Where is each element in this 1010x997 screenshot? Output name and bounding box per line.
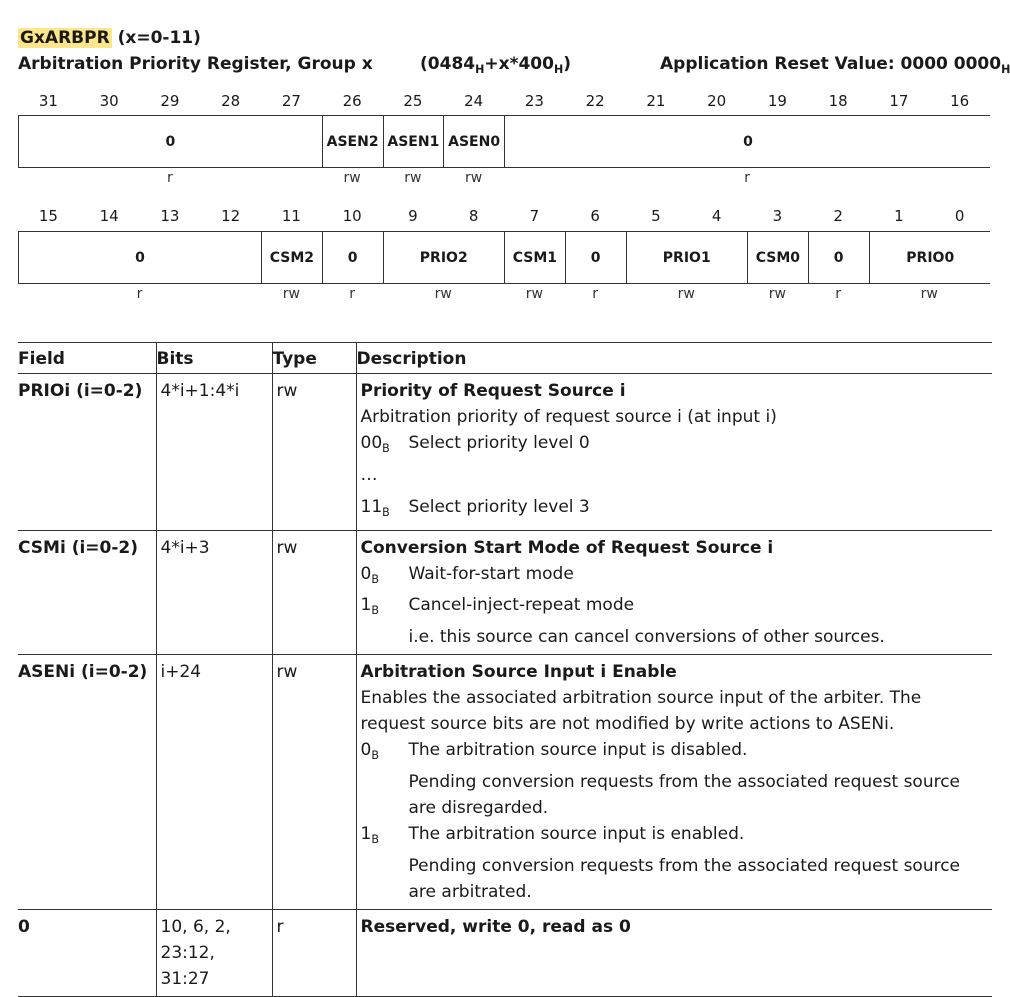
enum-key bbox=[361, 737, 409, 769]
register-name: GxARBPR bbox=[20, 28, 110, 48]
field-type: rw bbox=[272, 655, 356, 910]
bit-number: 21 bbox=[646, 92, 666, 110]
description-title: Priority of Request Source i bbox=[360, 381, 626, 401]
enum-value bbox=[361, 494, 989, 526]
bit-number: 9 bbox=[408, 207, 418, 225]
bit-number: 18 bbox=[828, 92, 848, 110]
field-description bbox=[356, 374, 992, 531]
register-field-asen2: ASEN2 bbox=[323, 116, 384, 167]
access-type: rw bbox=[404, 170, 422, 186]
register-description: Arbitration Priority Register, Group x bbox=[18, 54, 373, 74]
header-type: Type bbox=[272, 343, 356, 374]
enum-key-text: 1 bbox=[360, 824, 372, 845]
enum-value bbox=[361, 879, 989, 905]
enum-key-sub: B bbox=[371, 749, 379, 763]
header-description: Description bbox=[356, 343, 992, 374]
bit-number: 6 bbox=[590, 207, 600, 225]
enum-key-text: 1 bbox=[360, 595, 372, 616]
bit-number: 27 bbox=[281, 92, 301, 110]
access-type: r bbox=[835, 286, 841, 302]
bit-number: 19 bbox=[767, 92, 787, 110]
enum-text: are arbitrated. bbox=[408, 882, 532, 903]
enum-key-sub: B bbox=[371, 572, 379, 586]
description-title: Conversion Start Mode of Request Source i bbox=[360, 537, 774, 558]
field-bits bbox=[156, 530, 272, 655]
header-field: Field bbox=[18, 343, 156, 374]
enum-key bbox=[361, 821, 409, 853]
bit-number: 15 bbox=[38, 207, 58, 225]
register-offset: $(0484_H+x*400_H)$ bbox=[420, 54, 571, 76]
enum-text: Select priority level 0 bbox=[408, 433, 590, 453]
bit-number: 0 bbox=[954, 207, 965, 225]
enum-text: The arbitration source input is disabled. bbox=[408, 740, 748, 761]
enum-value bbox=[361, 737, 989, 769]
field-type: rw bbox=[272, 374, 356, 531]
enum-value bbox=[361, 430, 989, 462]
bit-number: 1 bbox=[894, 207, 904, 225]
enum-key-text: 11 bbox=[360, 496, 383, 517]
register-field-0: 0 bbox=[19, 232, 262, 283]
enum-text: Pending conversion requests from the associated request source bbox=[408, 856, 961, 877]
field-bits bbox=[156, 655, 272, 910]
enum-key bbox=[361, 624, 409, 650]
offset-sub-2: H bbox=[553, 62, 564, 76]
register-field-0: 0 bbox=[19, 116, 323, 167]
bit-number: 4 bbox=[711, 207, 722, 225]
enum-value bbox=[361, 769, 989, 795]
table-row bbox=[18, 655, 992, 910]
register-field-prio2: PRIO2 bbox=[384, 232, 506, 283]
bit-number: 8 bbox=[468, 207, 479, 225]
bit-number: 3 bbox=[772, 207, 783, 225]
bit-number: 26 bbox=[342, 92, 362, 110]
field-name: ASENi (i=0-2) bbox=[18, 655, 156, 910]
register-field-csm2: CSM2 bbox=[262, 232, 323, 283]
reset-label: Application Reset Value: 0000 0000 bbox=[660, 54, 1002, 74]
table-row bbox=[18, 530, 992, 655]
register-lower-half bbox=[18, 231, 990, 284]
register-field-0: 0 bbox=[323, 232, 384, 283]
enum-value bbox=[361, 462, 989, 494]
enum-key-sub: B bbox=[382, 505, 390, 519]
enum-key-sub: B bbox=[371, 833, 379, 847]
enum-key-text: 0 bbox=[360, 740, 372, 761]
field-description bbox=[356, 910, 992, 997]
bit-number: 20 bbox=[707, 92, 727, 110]
access-type: rw bbox=[282, 286, 300, 302]
field-name: CSMi (i=0-2) bbox=[18, 530, 156, 655]
enum-key bbox=[361, 853, 409, 879]
access-type: rw bbox=[343, 170, 361, 186]
enum-value bbox=[361, 795, 989, 821]
bits-line: 31:27 bbox=[160, 969, 210, 990]
reset-value bbox=[660, 54, 1010, 76]
bits-value: 4*i+3 bbox=[160, 537, 210, 558]
enum-text: Select priority level 3 bbox=[408, 496, 590, 517]
bits-line: 10, 6, 2, bbox=[160, 917, 231, 938]
header-bits: Bits bbox=[156, 343, 272, 374]
register-field-0: 0 bbox=[505, 116, 991, 167]
enum-text: Pending conversion requests from the associated request source bbox=[408, 772, 961, 793]
enum-text: The arbitration source input is enabled. bbox=[408, 824, 745, 845]
field-description-table bbox=[18, 342, 992, 997]
field-description bbox=[356, 655, 992, 910]
access-type: r bbox=[136, 286, 143, 302]
enum-text: Wait-for-start mode bbox=[408, 563, 574, 584]
enum-value bbox=[361, 624, 989, 650]
enum-key-text: 00 bbox=[360, 433, 383, 453]
enum-key-text: 0 bbox=[360, 563, 372, 584]
enum-key-sub: B bbox=[371, 604, 379, 618]
enum-key bbox=[361, 430, 409, 462]
bit-number: 14 bbox=[99, 207, 119, 225]
bit-number: 23 bbox=[524, 92, 544, 110]
field-bits bbox=[156, 910, 272, 997]
field-bits bbox=[156, 374, 272, 531]
enum-key bbox=[361, 561, 409, 593]
description-text: request source bits are not modified by write actions to ASENi. bbox=[360, 714, 895, 735]
enum-text: are disregarded. bbox=[408, 798, 549, 819]
bit-number: 2 bbox=[833, 207, 843, 225]
enum-key bbox=[361, 592, 409, 624]
access-type: rw bbox=[920, 286, 938, 302]
bit-number: 31 bbox=[38, 92, 58, 110]
register-title bbox=[18, 28, 201, 48]
field-type: r bbox=[272, 910, 356, 997]
access-type: rw bbox=[677, 286, 695, 302]
table-row bbox=[18, 374, 992, 531]
bit-number: 13 bbox=[160, 207, 180, 225]
description-title: Reserved, write 0, read as 0 bbox=[360, 917, 631, 938]
access-type: rw bbox=[768, 286, 786, 302]
enum-key bbox=[361, 769, 409, 795]
access-type: r bbox=[349, 286, 355, 302]
enum-key bbox=[361, 462, 409, 494]
reset-sub: H bbox=[1001, 62, 1010, 76]
bit-number: 28 bbox=[221, 92, 241, 110]
bit-number: 22 bbox=[585, 92, 605, 110]
description-title: Arbitration Source Input i Enable bbox=[360, 662, 677, 683]
bit-number: 30 bbox=[99, 92, 119, 110]
bit-number: 24 bbox=[464, 92, 484, 110]
enum-text: Cancel-inject-repeat mode bbox=[408, 595, 635, 616]
table-header-row bbox=[18, 343, 992, 374]
bits-value: i+24 bbox=[160, 662, 202, 683]
access-type: r bbox=[166, 170, 173, 186]
field-name: 0 bbox=[18, 910, 156, 997]
offset-sub-1: H bbox=[475, 62, 485, 76]
access-type: rw bbox=[525, 286, 543, 302]
enum-key bbox=[361, 795, 409, 821]
bit-number: 10 bbox=[342, 207, 362, 225]
bit-number: 11 bbox=[281, 207, 301, 225]
field-name: PRIOi (i=0-2) bbox=[18, 374, 156, 531]
register-field-prio1: PRIO1 bbox=[627, 232, 749, 283]
register-field-0: 0 bbox=[809, 232, 870, 283]
enum-key-sub: B bbox=[382, 441, 390, 455]
register-field-csm0: CSM0 bbox=[748, 232, 809, 283]
bits-line: 23:12, bbox=[160, 943, 215, 964]
enum-text: i.e. this source can cancel conversions of other sources. bbox=[408, 627, 885, 648]
enum-value bbox=[361, 561, 989, 593]
register-range: (x=0-11) bbox=[117, 28, 201, 48]
register-field-prio0: PRIO0 bbox=[870, 232, 992, 283]
enum-value bbox=[361, 853, 989, 879]
enum-key bbox=[361, 494, 409, 526]
bit-number: 16 bbox=[950, 92, 970, 110]
description-text: Enables the associated arbitration source input of the arbiter. The bbox=[360, 688, 922, 709]
enum-key-text: … bbox=[360, 464, 378, 485]
register-upper-half bbox=[18, 115, 990, 168]
bit-number: 17 bbox=[889, 92, 909, 110]
register-field-asen0: ASEN0 bbox=[444, 116, 505, 167]
bit-number: 7 bbox=[529, 207, 540, 225]
access-type: rw bbox=[434, 286, 452, 302]
bit-number: 25 bbox=[403, 92, 423, 110]
field-description bbox=[356, 530, 992, 655]
bit-number: 5 bbox=[651, 207, 661, 225]
access-type: r bbox=[592, 286, 598, 302]
register-field-0: 0 bbox=[566, 232, 627, 283]
enum-key bbox=[361, 879, 409, 905]
offset-base: 0484 bbox=[427, 54, 476, 74]
bits-value: 4*i+1:4*i bbox=[160, 381, 240, 401]
register-field-asen1: ASEN1 bbox=[384, 116, 445, 167]
bit-number: 29 bbox=[160, 92, 180, 110]
enum-value bbox=[361, 821, 989, 853]
offset-mid: +x*400 bbox=[484, 54, 554, 74]
table-row bbox=[18, 910, 992, 997]
field-type: rw bbox=[272, 530, 356, 655]
register-field-csm1: CSM1 bbox=[505, 232, 566, 283]
access-type: r bbox=[744, 170, 750, 186]
enum-value bbox=[361, 592, 989, 624]
access-type: rw bbox=[465, 170, 483, 186]
description-text: Arbitration priority of request source i (at input i) bbox=[360, 407, 777, 427]
bit-number: 12 bbox=[221, 207, 241, 225]
